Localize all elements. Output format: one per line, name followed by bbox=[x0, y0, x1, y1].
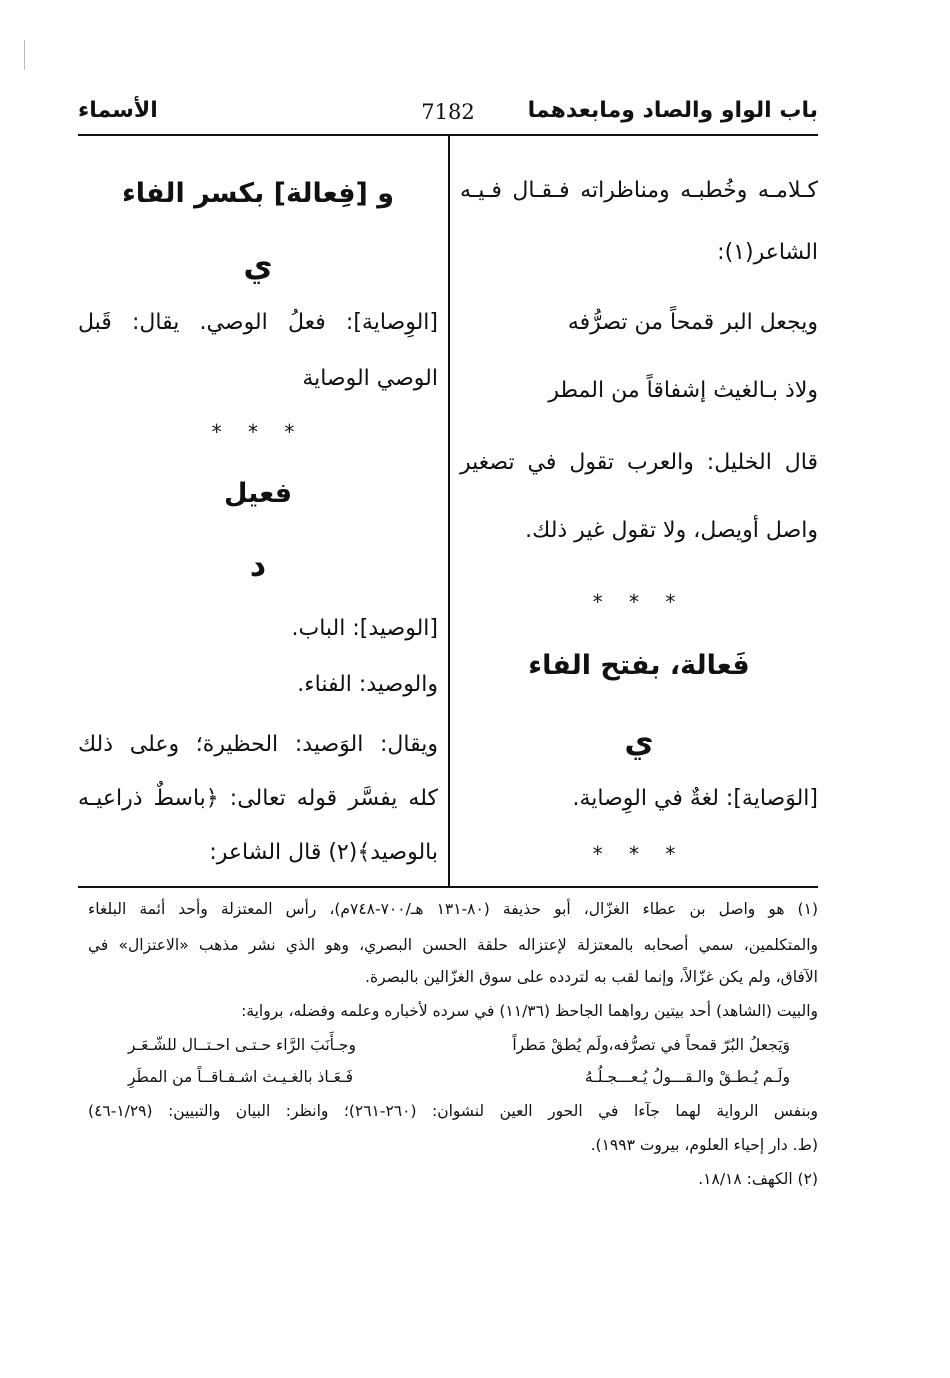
footnote-line: (١) هو واصل بن عطاء الغزّال، أبو حذيفة (٨٠-١٣١ هـ/٧٠٠-٧٤٨م)، رأس المعتزلة وأحد أئمة البلغاء bbox=[88, 900, 818, 918]
scan-edge-mark bbox=[24, 40, 25, 70]
text-line: واصل أويصل، ولا تقول غير ذلك. bbox=[525, 518, 818, 543]
section-separator: * * * bbox=[592, 590, 686, 614]
section-title: الأسماء bbox=[78, 98, 158, 123]
entry-line: ويقال: الوَصيد: الحظيرة؛ وعلى ذلك bbox=[78, 732, 438, 757]
entry-line: الوصي الوصاية bbox=[302, 366, 438, 391]
footnote-line: وبنفس الرواية لهما جآءا في الحور العين لنشوان: (٢٦٠-٢٦١)؛ وانظر: البيان والتبيين: (١/٢٩-٤٦) bbox=[88, 1102, 818, 1120]
footnote-line: (٢) الكهف: ١٨/١٨. bbox=[698, 1170, 818, 1188]
footnote-verse: وَيَجعلُ البُرّ قمحاً في تصرُّفه،ولَم يُطقْ مَطراً bbox=[512, 1036, 790, 1054]
chapter-title: باب الواو والصاد ومابعدهما bbox=[527, 98, 818, 123]
page-number: 7182 bbox=[421, 100, 475, 124]
verse-line: ويجعل البر قمحاً من تصرُّفه bbox=[567, 310, 818, 335]
footnote-rule bbox=[78, 886, 818, 888]
entry-line: والوصيد: الفناء. bbox=[297, 672, 438, 697]
footnote-line: والبيت (الشاهد) أحد بيتين رواهما الجاحظ (١١/٣٦) في سرده لأخباره وعلمه وفضله، برواية: bbox=[241, 1002, 818, 1020]
page-header bbox=[78, 98, 818, 132]
root-letter: ي bbox=[624, 722, 654, 760]
entry-line: [الوصيد]: الباب. bbox=[291, 616, 438, 641]
verse-line: ولاذ بـالغيث إشفاقاً من المطر bbox=[548, 378, 818, 403]
footnote-verse: ولَـم يُـطـقْ والـقـــولُ يُـعـــجـلُـهُ bbox=[584, 1068, 790, 1086]
entry-line: كله يفسَّر قوله تعالى: ﴿باسطٌ ذراعيـه bbox=[78, 786, 438, 811]
footnote-verse: وجـأَنَبَ الرَّاء حـتـى احـتــال للشّـعَـر bbox=[128, 1036, 356, 1054]
root-letter: د bbox=[249, 546, 267, 584]
section-heading: فَعالة، بفتح الفاء bbox=[528, 650, 750, 681]
footnote-line: (ط. دار إحياء العلوم، بيروت ١٩٩٣). bbox=[590, 1136, 818, 1154]
footnote-line: الآفاق، ولم يكن غزّالاً، وإنما لقب به لتردده على سوق الغزّالين بالبصرة. bbox=[365, 968, 818, 986]
text-line: قال الخليل: والعرب تقول في تصغير bbox=[460, 450, 818, 475]
text-line: الشاعر(١): bbox=[717, 240, 818, 265]
root-letter: ي bbox=[243, 246, 273, 284]
section-separator: * * * bbox=[211, 420, 305, 444]
entry-line: [الوِصاية]: فعلُ الوصي. يقال: قَبل bbox=[78, 310, 438, 335]
column-divider bbox=[448, 136, 450, 888]
entry-line: [الوَصاية]: لغةٌ في الوِصاية. bbox=[572, 786, 818, 811]
section-heading: فعيل bbox=[223, 478, 293, 509]
section-separator: * * * bbox=[592, 842, 686, 866]
text-line: كـلامـه وخُطبـه ومناظراته فـقـال فـيـه bbox=[460, 178, 818, 203]
footnote-line: والمتكلمين، سمي أصحابه بالمعتزلة لإعتزاله حلقة الحسن البصري، وهو الذي نشر مذهب «الاعتزال» في bbox=[88, 936, 818, 954]
entry-line: بالوصيد﴾(٢) قال الشاعر: bbox=[209, 840, 438, 865]
section-heading: و [فِعالة] بكسر الفاء bbox=[121, 178, 395, 209]
footnote-verse: فَـعَـاذ بالغـيـث اشـفـاقــاً من المطَرِ bbox=[128, 1068, 354, 1086]
